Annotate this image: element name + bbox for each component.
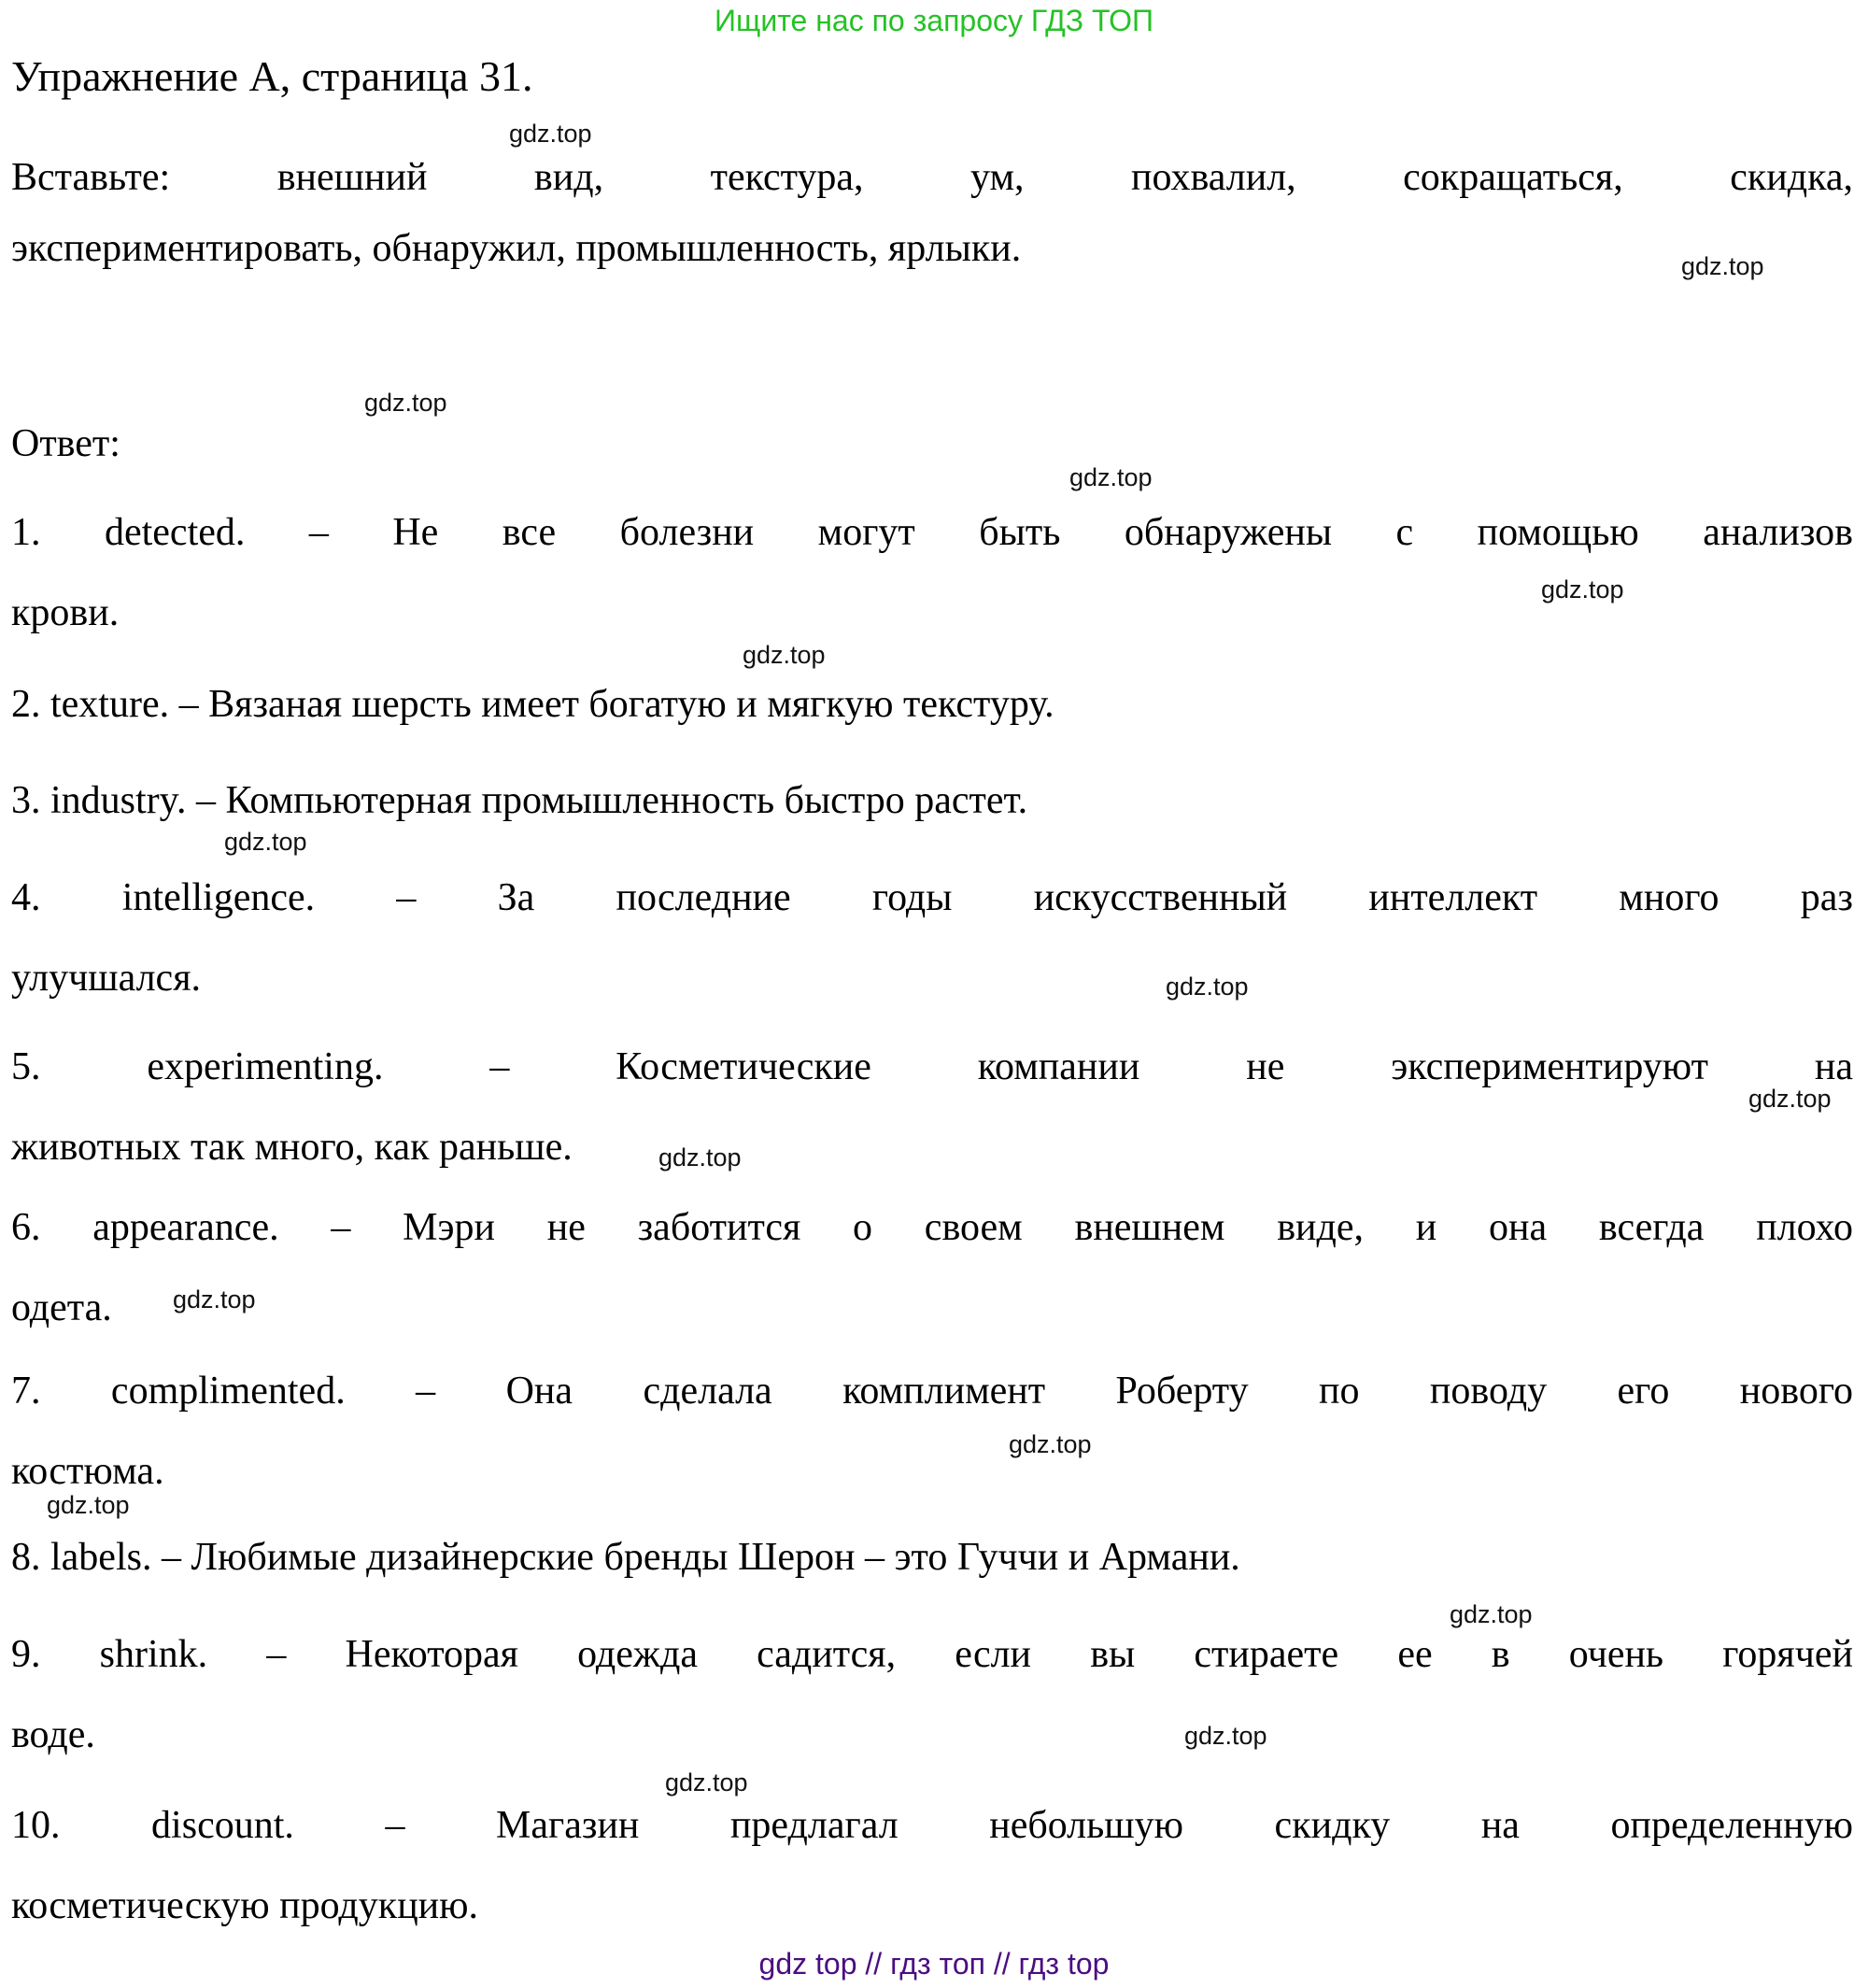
exercise-title: Упражнение А, страница 31. (11, 52, 533, 100)
answer-line: 6. appearance. – Мэри не заботится о своем внешнем виде, и она всегда плохо (11, 1206, 1853, 1249)
task-line: Вставьте: внешний вид, текстура, ум, похвалил, сокращаться, скидка, (11, 156, 1853, 199)
footer-links[interactable]: gdz top // гдз топ // гдз top (758, 1947, 1110, 1981)
gdz-watermark: gdz.top (1184, 1722, 1267, 1750)
gdz-watermark: gdz.top (173, 1285, 256, 1314)
answer-line: 2. texture. – Вязаная шерсть имеет богатую и мягкую текстуру. (11, 683, 1054, 726)
gdz-watermark: gdz.top (1681, 252, 1764, 280)
answer-line: 5. experimenting. – Косметические компании не экспериментируют на (11, 1045, 1853, 1088)
gdz-watermark: gdz.top (1009, 1430, 1092, 1458)
answer-line: костюма. (11, 1450, 164, 1493)
answer-line: улучшался. (11, 957, 202, 1000)
answer-line: воде. (11, 1713, 95, 1756)
answer-item-2 (11, 664, 1853, 745)
gdz-watermark: gdz.top (509, 120, 592, 148)
gdz-watermark: gdz.top (743, 641, 826, 669)
answer-line: животных так много, как раньше. (11, 1126, 573, 1169)
answer-line: 4. intelligence. – За последние годы искусственный интеллект много раз (11, 876, 1853, 919)
gdz-watermark: gdz.top (1450, 1600, 1533, 1628)
gdz-watermark: gdz.top (1541, 575, 1624, 604)
gdz-watermark: gdz.top (1748, 1085, 1832, 1113)
answer-item-10 (11, 1785, 1853, 1946)
gdz-watermark: gdz.top (665, 1768, 748, 1796)
content-column (0, 49, 1868, 1946)
answer-line: 1. detected. – Не все болезни могут быть обнаружены с помощью анализов (11, 511, 1853, 554)
answer-item-5 (11, 1027, 1853, 1187)
answer-line: 3. industry. – Компьютерная промышленность быстро растет. (11, 779, 1028, 822)
gdz-watermark: gdz.top (364, 389, 447, 417)
answer-item-8 (11, 1517, 1853, 1598)
answer-line: 7. complimented. – Она сделала комплимент Роберту по поводу его нового (11, 1370, 1853, 1413)
task-paragraph (11, 142, 1853, 284)
gdz-watermark: gdz.top (47, 1491, 130, 1519)
answer-line: 8. labels. – Любимые дизайнерские бренды Шерон – это Гуччи и Армани. (11, 1536, 1240, 1579)
promo-banner: Ищите нас по запросу ГДЗ ТОП (715, 4, 1153, 37)
answer-item-6 (11, 1187, 1853, 1348)
answer-line: 9. shrink. – Некоторая одежда садится, если вы стираете ее в очень горячей (11, 1633, 1853, 1676)
gdz-watermark: gdz.top (1069, 463, 1153, 491)
answer-line: 10. discount. – Магазин предлагал небольшую скидку на определенную (11, 1804, 1853, 1847)
answer-item-1 (11, 492, 1853, 653)
answer-item-7 (11, 1351, 1853, 1512)
answer-line: крови. (11, 591, 120, 634)
answer-line: одета. (11, 1286, 112, 1329)
gdz-watermark: gdz.top (1166, 973, 1249, 1001)
answer-line: косметическую продукцию. (11, 1884, 479, 1927)
gdz-watermark: gdz.top (224, 828, 307, 856)
gdz-watermark: gdz.top (658, 1143, 742, 1172)
answer-item-9 (11, 1614, 1853, 1775)
answer-item-4 (11, 858, 1853, 1018)
answer-label: Ответ: (11, 422, 120, 465)
task-line: экспериментировать, обнаружил, промышленность, ярлыки. (11, 227, 1022, 270)
